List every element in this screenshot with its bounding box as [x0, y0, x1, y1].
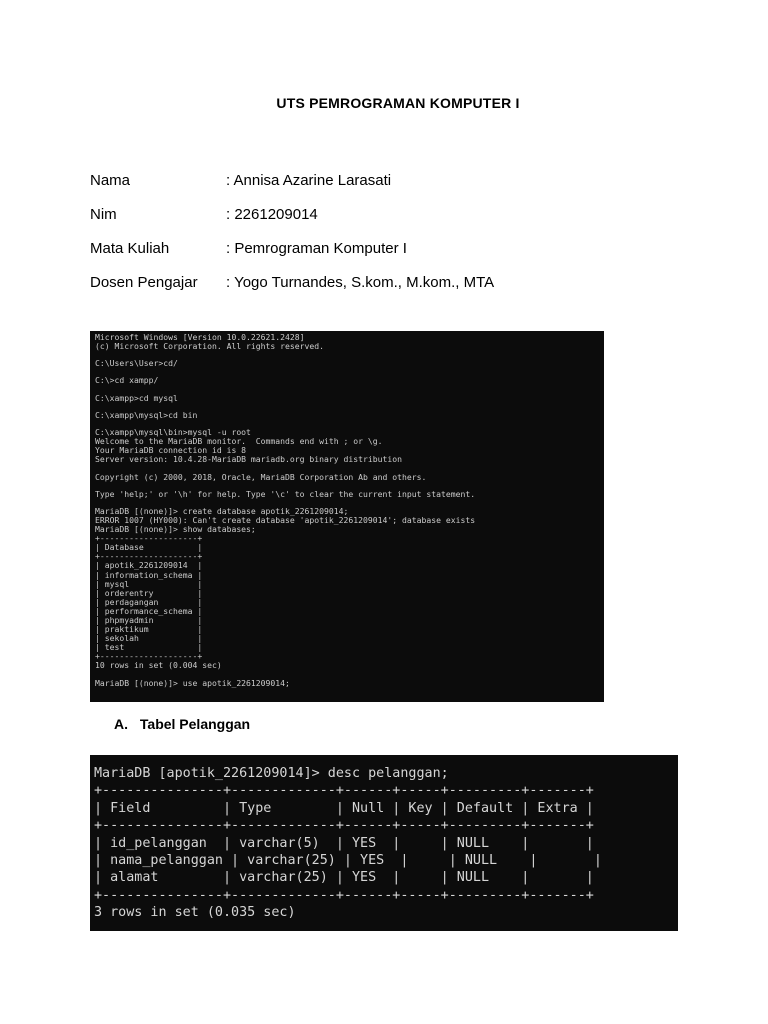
terminal-line: MariaDB [(none)]> show databases; — [95, 524, 256, 535]
terminal-line: +---------------+-------------+------+-----+---------+-------+ — [94, 887, 594, 903]
info-value: : Yogo Turnandes, S.kom., M.kom., MTA — [226, 273, 495, 291]
terminal-line: | mysql | — [95, 578, 203, 589]
terminal-line: Your MariaDB connection id is 8 — [95, 445, 247, 456]
terminal-line: Copyright (c) 2000, 2018, Oracle, MariaDB Corporation Ab and others. — [95, 471, 427, 482]
terminal-screenshot-mysql-login — [90, 331, 604, 702]
terminal-line: | praktikum | — [95, 624, 203, 635]
terminal-line: | Database | — [95, 542, 203, 553]
terminal-line: | test | — [95, 642, 203, 653]
terminal-line: +--------------------+ — [95, 551, 203, 562]
terminal-line — [95, 368, 604, 376]
terminal-line: Server version: 10.4.28-MariaDB mariadb.org binary distribution — [95, 454, 402, 465]
info-row-dosen — [90, 265, 494, 299]
info-label: Mata Kuliah — [90, 239, 170, 257]
terminal-line: | phpmyadmin | — [95, 615, 203, 625]
info-label: Nim — [90, 205, 117, 223]
info-value: : Annisa Azarine Larasati — [226, 171, 392, 189]
terminal-line: Microsoft Windows [Version 10.0.22621.2428] — [95, 332, 305, 342]
student-info — [90, 163, 494, 299]
terminal-line: Type 'help;' or '\h' for help. Type '\c' to clear the current input statement. — [95, 488, 476, 499]
terminal-line: | performance_schema | — [95, 605, 203, 616]
document-title: UTS PEMROGRAMAN KOMPUTER I — [276, 95, 520, 111]
terminal-line: C:\Users\User>cd/ — [95, 358, 178, 369]
terminal-line: +--------------------+ — [95, 533, 203, 544]
terminal-line: ERROR 1007 (HY000): Can't create database 'apotik_2261209014'; database exists — [95, 514, 476, 525]
terminal-line: Welcome to the MariaDB monitor. Commands end with ; or \g. — [95, 436, 383, 447]
info-row-mata-kuliah — [90, 231, 494, 265]
terminal-line: (c) Microsoft Corporation. All rights reserved. — [95, 341, 325, 352]
terminal-line: 10 rows in set (0.004 sec) — [95, 660, 222, 671]
section-title: Tabel Pelanggan — [139, 716, 251, 732]
terminal-line: | id_pelanggan | varchar(5) | YES | | NULL | | — [94, 835, 594, 851]
section-number: A. — [114, 716, 128, 732]
terminal-line: | sekolah | — [95, 633, 203, 644]
terminal-line: C:\>cd xampp/ — [95, 375, 159, 386]
terminal-line: C:\xampp\mysql>cd bin — [95, 409, 198, 420]
terminal-line: 3 rows in set (0.035 sec) — [94, 905, 296, 921]
terminal-line: +--------------------+ — [95, 651, 203, 662]
terminal-line: +---------------+-------------+------+-----+---------+-------+ — [94, 783, 594, 799]
info-value: : 2261209014 — [226, 205, 318, 223]
terminal-line: | apotik_2261209014 | — [95, 560, 203, 571]
terminal-line: MariaDB [(none)]> create database apotik_2261209014; — [95, 505, 349, 516]
info-label: Dosen Pengajar — [90, 273, 198, 291]
terminal-line: | orderentry | — [95, 587, 203, 598]
terminal-line: | information_schema | — [95, 569, 203, 580]
info-value: : Pemrograman Komputer I — [226, 239, 407, 257]
info-row-nama — [90, 163, 494, 197]
terminal-line: | alamat | varchar(25) | YES | | NULL | | — [94, 870, 594, 886]
terminal-line: +---------------+-------------+------+-----+---------+-------+ — [94, 818, 594, 834]
terminal-line: | nama_pelanggan | varchar(25) | YES | | NULL | | — [94, 853, 602, 869]
terminal-screenshot-desc-pelanggan — [90, 755, 678, 931]
terminal-line: C:\xampp\mysql\bin>mysql -u root — [95, 427, 251, 438]
terminal-line: | perdagangan | — [95, 596, 203, 607]
terminal-line: C:\xampp>cd mysql — [95, 392, 178, 403]
terminal-line: MariaDB [apotik_2261209014]> desc pelanggan; — [94, 766, 449, 781]
terminal-line: | Field | Type | Null | Key | Default | Extra | — [94, 800, 594, 816]
section-heading — [114, 716, 250, 732]
terminal-line: MariaDB [(none)]> use apotik_2261209014; — [95, 677, 290, 688]
info-row-nim — [90, 197, 494, 231]
info-label: Nama — [90, 171, 131, 189]
